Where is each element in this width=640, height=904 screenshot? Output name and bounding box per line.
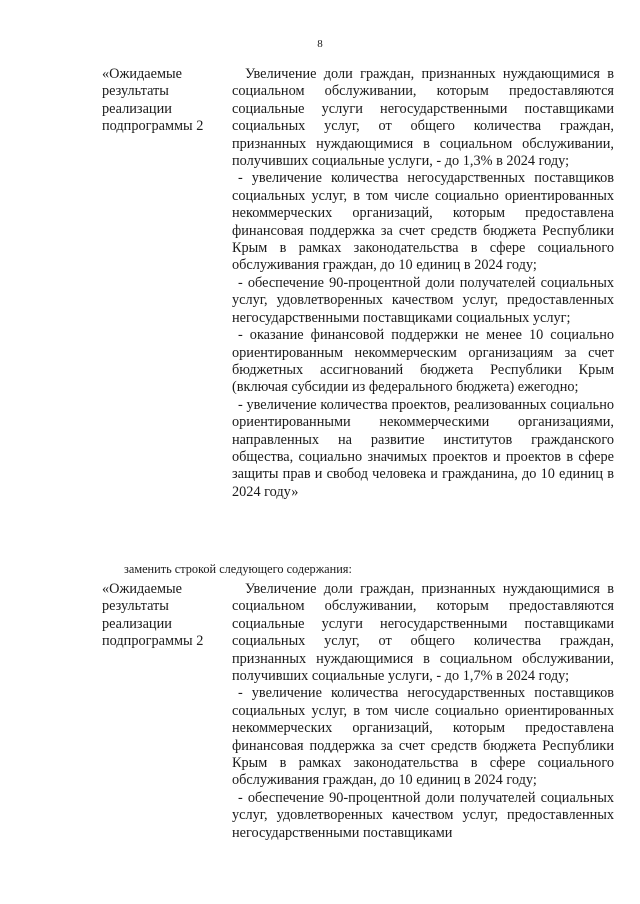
row-content [232,66,614,501]
label-line: результаты [102,598,169,615]
label-line: «Ожидаемые [102,581,182,597]
content-paragraph: - обеспечение 90-процентной доли получателей социальных услуг, удовлетворенных качеством услуг, предоставленных негосударственными поставщиками социальных услуг; [232,274,614,326]
row-label [102,66,227,136]
page-number: 8 [317,38,323,50]
content-paragraph: - оказание финансовой поддержки не менее 10 социально ориентированным некоммерческим организациям за счет бюджетных ассигнований бюджета Республики Крым (включая субсидии из федерального бюджета) ежегодно; [232,327,614,396]
label-line: реализации [102,615,172,632]
content-paragraph: Увеличение доли граждан, признанных нуждающимися в социальном обслуживании, которым предоставляются социальные услуги негосударственными поставщиками социальных услуг, от общего количества граждан, признанных нуждающимися в социальном обслуживании, получивших социальные услуги, - до 1,7% в 2024 году; [232,581,614,685]
content-paragraph: - увеличение количества негосударственных поставщиков социальных услуг, в том числе социально ориентированных некоммерческих организаций, которым предоставлена финансовая поддержка за счет средств бюджета Республики Крым в рамках законодательства в сфере социального обслуживания граждан, до 10 единиц в 2024 году; [232,685,614,789]
content-paragraph: - увеличение количества негосударственных поставщиков социальных услуг, в том числе социально ориентированных некоммерческих организаций, которым предоставлена финансовая поддержка за счет средств бюджета Республики Крым в рамках законодательства в сфере социального обслуживания граждан, до 10 единиц в 2024 году; [232,170,614,274]
label-line: подпрограммы 2 [102,633,204,650]
replace-instruction: заменить строкой следующего содержания: [124,562,352,576]
content-paragraph: - обеспечение 90-процентной доли получателей социальных услуг, удовлетворенных качеством услуг, предоставленных негосударственными поставщиками [232,789,614,841]
content-paragraph: Увеличение доли граждан, признанных нуждающимися в социальном обслуживании, которым предоставляются социальные услуги негосударственными поставщиками социальных услуг, от общего количества граждан, признанных нуждающимися в социальном обслуживании, получивших социальные услуги, - до 1,3% в 2024 году; [232,66,614,170]
label-line: результаты [102,83,169,100]
row-content [232,581,614,842]
label-line: реализации [102,100,172,117]
label-line: «Ожидаемые [102,66,182,82]
content-paragraph: - увеличение количества проектов, реализованных социально ориентированными некоммерческими организациями, направленных на развитие институтов гражданского общества, социально значимых проектов и проектов в сфере защиты прав и свобод человека и гражданина, до 10 единиц в 2024 году» [232,396,614,500]
label-line: подпрограммы 2 [102,118,204,135]
row-label [102,581,227,651]
